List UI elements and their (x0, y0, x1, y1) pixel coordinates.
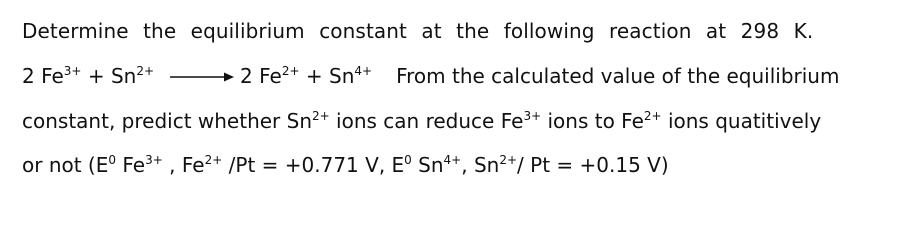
line4-part7: / Pt = +0.15 V) (517, 153, 669, 177)
reaction-equation-line (22, 64, 839, 90)
fe3-charge: 3+ (63, 64, 82, 78)
product-fe: 2 Fe (240, 64, 282, 88)
fe2-charge: 2+ (643, 109, 662, 123)
question-line-4 (22, 153, 669, 177)
question-line-3 (22, 109, 821, 133)
question-line-1 (22, 19, 813, 43)
sn2-charge: 2+ (136, 64, 155, 78)
reactant-fe: 2 Fe (22, 64, 64, 88)
line3-part2: ions can reduce Fe (329, 109, 524, 133)
question-intro-text: Determine the equilibrium constant at the following reaction at 298 K. (22, 19, 814, 43)
sn2-charge: 2+ (499, 153, 518, 167)
sn4-charge: 4+ (443, 153, 462, 167)
line3-part3: ions to Fe (541, 109, 644, 133)
line4-part6: , Sn (461, 153, 500, 177)
sn4-charge: 4+ (354, 64, 373, 78)
line4-part1: or not (E (22, 153, 109, 177)
product-sn: + Sn (299, 64, 355, 88)
line3-part4: ions quatitively (661, 109, 822, 133)
fe2-charge: 2+ (204, 153, 223, 167)
sn2-charge: 2+ (312, 109, 330, 123)
fe2-charge: 2+ (281, 64, 300, 78)
right-arrow-icon (168, 64, 236, 88)
line4-part3: , Fe (162, 153, 205, 177)
question-continuation-text: From the calculated value of the equilibrium (396, 64, 840, 88)
reactant-sn: + Sn (81, 64, 137, 88)
fe3-charge: 3+ (523, 109, 542, 123)
line3-part1: constant, predict whether Sn (22, 109, 312, 133)
line4-part4: /Pt = +0.771 V, E (222, 153, 405, 177)
line4-part5: Sn (411, 153, 444, 177)
standard-potential-sup: 0 (108, 153, 117, 167)
fe3-charge: 3+ (145, 153, 163, 167)
standard-potential-sup: 0 (404, 153, 412, 167)
line4-part2: Fe (116, 153, 146, 177)
